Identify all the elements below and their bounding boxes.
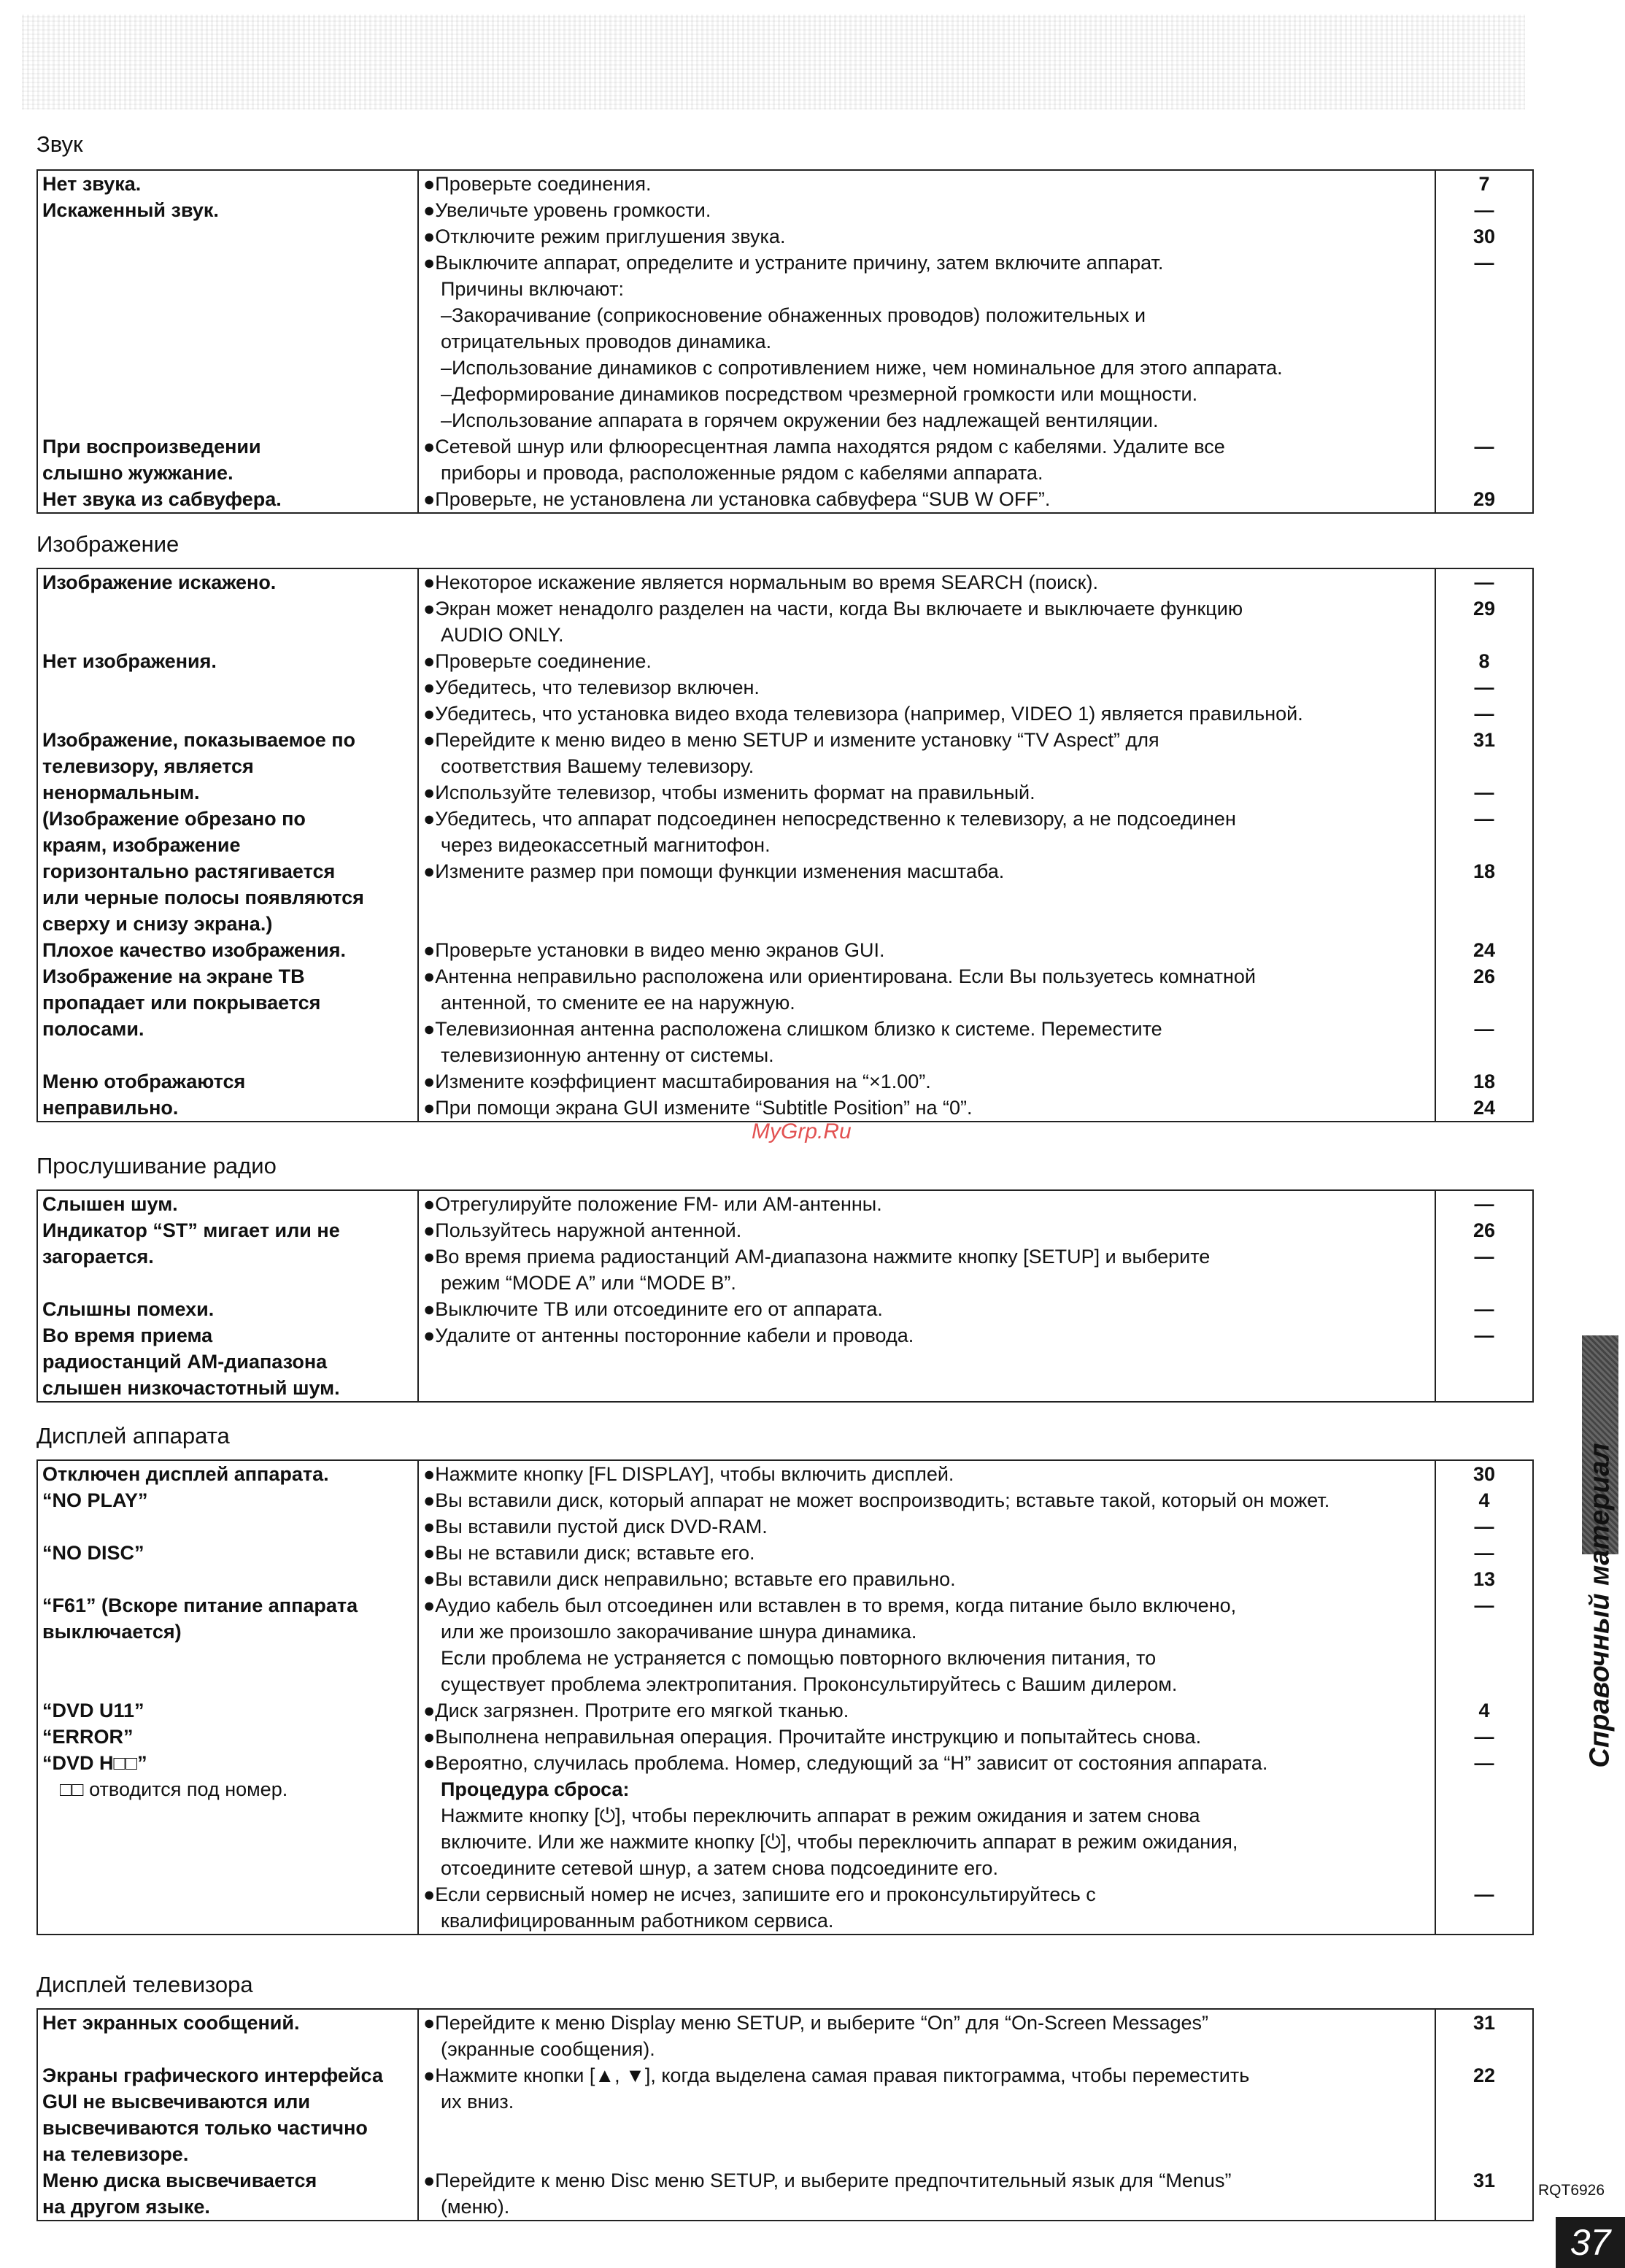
solution-text: ●Диск загрязнен. Протрите его мягкой тканью. (423, 1700, 849, 1721)
problem-text: горизонтально растягивается (42, 860, 336, 882)
solution-cell (418, 170, 1435, 433)
solution-text: ●Убедитесь, что аппарат подсоединен непосредственно к телевизору, а не подсоединен (423, 808, 1236, 830)
page-ref: 24 (1472, 1097, 1496, 1119)
problem-text: Слышны помехи. (42, 1298, 215, 1320)
table-row (37, 1592, 1533, 1697)
page-ref (1440, 1802, 1528, 1829)
page-ref-cell (1435, 963, 1533, 1068)
solution-text: ●Удалите от антенны посторонние кабели и провода. (423, 1324, 914, 1346)
solution-cell (418, 1322, 1435, 1402)
problem-text: Изображение, показываемое по (42, 729, 356, 751)
solution-text: ●Вы вставили диск неправильно; вставьте его правильно. (423, 1568, 956, 1590)
solution-text: ●Выключите аппарат, определите и устраните причину, затем включите аппарат. (423, 252, 1164, 274)
problem-text: Индикатор “ST” мигает или не (42, 1219, 340, 1241)
problem-text: Изображение искажено. (42, 571, 277, 593)
page-ref: — (1474, 782, 1494, 803)
problem-text: загорается. (42, 1246, 154, 1268)
problem-text: на телевизоре. (42, 2143, 189, 2165)
page-ref: 18 (1472, 860, 1496, 882)
problem-text: Отключен дисплей аппарата. (42, 1463, 329, 1485)
problem-cell (37, 1697, 418, 1724)
solution-text: Нажмите кнопку [⏻], чтобы переключить аппарат в режим ожидания и затем снова (441, 1805, 1200, 1827)
page-ref: 13 (1472, 1568, 1496, 1590)
solution-text: режим “MODE A” или “MODE B”. (441, 1272, 736, 1294)
solution-text: ●Выполнена неправильная операция. Прочитайте инструкцию и попытайтесь снова. (423, 1726, 1202, 1748)
table-row (37, 1487, 1533, 1540)
problem-text: на другом языке. (42, 2196, 210, 2218)
problem-text: Меню отображаются (42, 1071, 246, 1092)
solution-text: ●Измените размер при помощи функции изменения масштаба. (423, 860, 1005, 882)
solution-text: телевизионную антенну от системы. (441, 1044, 774, 1066)
page-ref: 29 (1472, 598, 1496, 620)
table-row (37, 1540, 1533, 1592)
problem-text: (Изображение обрезано по (42, 808, 306, 830)
page-ref-cell (1435, 1322, 1533, 1402)
page-ref (1440, 832, 1528, 858)
table-row (37, 1697, 1533, 1724)
table-row (37, 486, 1533, 513)
troubleshooting-table (36, 2008, 1534, 2221)
problem-cell (37, 2062, 418, 2167)
problem-text: Экраны графического интерфейса (42, 2064, 383, 2086)
solution-cell (418, 568, 1435, 648)
solution-cell (418, 937, 1435, 963)
table-row (37, 2009, 1533, 2062)
problem-text: высвечиваются только частично (42, 2117, 368, 2139)
solution-text: ●Используйте телевизор, чтобы изменить формат на правильный. (423, 782, 1035, 803)
page-ref-cell (1435, 1296, 1533, 1322)
solution-text: Если проблема не устраняется с помощью повторного включения питания, то (441, 1647, 1157, 1669)
problem-text: Нет звука из сабвуфера. (42, 488, 282, 510)
solution-text: ●При помощи экрана GUI измените “Subtitle Position” на “0”. (423, 1097, 973, 1119)
page-ref: 8 (1478, 650, 1490, 672)
solution-text: ●Перейдите к меню видео в меню SETUP и измените установку “TV Aspect” для (423, 729, 1159, 751)
solution-text: отрицательных проводов динамика. (441, 331, 772, 352)
solution-text: –Деформирование динамиков посредством чрезмерной громкости или мощности. (441, 383, 1198, 405)
solution-cell (418, 1697, 1435, 1724)
solution-cell (418, 1540, 1435, 1592)
page-ref: — (1474, 436, 1494, 458)
solution-text: или же произошло закорачивание шнура динамика. (441, 1621, 917, 1643)
problem-cell (37, 1750, 418, 1935)
problem-text: “NO DISC” (42, 1542, 144, 1564)
problem-text: При воспроизведении (42, 436, 261, 458)
section-title: Дисплей аппарата (36, 1423, 230, 1449)
problem-cell (37, 568, 418, 648)
table-row (37, 1460, 1533, 1487)
solution-cell (418, 1068, 1435, 1122)
solution-text: ●Увеличьте уровень громкости. (423, 199, 711, 221)
problem-cell (37, 963, 418, 1068)
solution-text: ●Выключите ТВ или отсоедините его от аппарата. (423, 1298, 883, 1320)
page-ref: 30 (1472, 1463, 1496, 1485)
problem-cell (37, 937, 418, 963)
problem-text: сверху и снизу экрана.) (42, 913, 273, 935)
problem-text: краям, изображение (42, 834, 241, 856)
solution-cell (418, 433, 1435, 486)
problem-cell (37, 1322, 418, 1402)
solution-cell (418, 1592, 1435, 1697)
page-ref: — (1474, 1542, 1494, 1564)
solution-cell (418, 2062, 1435, 2167)
solution-cell (418, 1460, 1435, 1487)
problem-text: слышно жужжание. (42, 462, 233, 484)
page-ref: — (1474, 199, 1494, 221)
page-ref: — (1474, 1018, 1494, 1040)
page-ref-cell (1435, 1460, 1533, 1487)
problem-cell (37, 1190, 418, 1296)
page-ref-cell (1435, 648, 1533, 727)
problem-text: полосами. (42, 1018, 144, 1040)
problem-text: □□ отводится под номер. (60, 1778, 288, 1800)
page-ref: 4 (1478, 1700, 1490, 1721)
solution-text: ●Если сервисный номер не исчез, запишите его и проконсультируйтесь с (423, 1883, 1096, 1905)
problem-cell (37, 1592, 418, 1697)
page-ref: 7 (1478, 173, 1490, 195)
page-ref: 26 (1472, 965, 1496, 987)
page-ref-cell (1435, 1592, 1533, 1697)
problem-cell (37, 1296, 418, 1322)
solution-cell (418, 1296, 1435, 1322)
solution-text: их вниз. (441, 2091, 514, 2113)
page-ref: — (1474, 808, 1494, 830)
solution-cell (418, 1724, 1435, 1750)
troubleshooting-table (36, 1189, 1534, 1403)
problem-cell (37, 727, 418, 937)
solution-text: существует проблема электропитания. Проконсультируйтесь с Вашим дилером. (441, 1673, 1178, 1695)
solution-text: ●Отрегулируйте положение FM- или AM-антенны. (423, 1193, 882, 1215)
page-ref: 4 (1478, 1489, 1490, 1511)
table-row (37, 1068, 1533, 1122)
section-title: Звук (36, 131, 83, 157)
page-number: 37 (1556, 2217, 1625, 2268)
problem-text: “NO PLAY” (42, 1489, 148, 1511)
problem-text: “DVD U11” (42, 1700, 144, 1721)
solution-text: через видеокассетный магнитофон. (441, 834, 771, 856)
side-label: Справочный материал (1584, 1443, 1616, 1768)
page-ref: — (1474, 676, 1494, 698)
solution-text: ●Перейдите к меню Display меню SETUP, и выберите “On” для “On-Screen Messages” (423, 2012, 1209, 2034)
solution-text: ●Вероятно, случилась проблема. Номер, следующий за “H” зависит от состояния аппарата. (423, 1752, 1268, 1774)
table-row (37, 937, 1533, 963)
solution-text: ●Проверьте соединения. (423, 173, 652, 195)
page-ref: 31 (1472, 2012, 1496, 2034)
problem-text: Нет экранных сообщений. (42, 2012, 300, 2034)
solution-text: соответствия Вашему телевизору. (441, 755, 754, 777)
solution-text: ●Измените коэффициент масштабирования на “×1.00”. (423, 1071, 931, 1092)
page-ref: — (1474, 252, 1494, 274)
problem-text: или черные полосы появляются (42, 887, 364, 909)
problem-cell (37, 1068, 418, 1122)
table-row (37, 727, 1533, 937)
problem-cell (37, 1487, 418, 1540)
solution-text: Процедура сброса: (441, 1778, 630, 1800)
page-ref-cell (1435, 1540, 1533, 1592)
solution-cell (418, 1190, 1435, 1296)
solution-text: ●Вы вставили диск, который аппарат не может воспроизводить; вставьте такой, который он может. (423, 1489, 1330, 1511)
problem-cell (37, 170, 418, 433)
section-title: Прослушивание радио (36, 1153, 277, 1179)
problem-text: Слышен шум. (42, 1193, 178, 1215)
page-ref-cell (1435, 1697, 1533, 1724)
page-ref-cell (1435, 1068, 1533, 1122)
solution-text: антенной, то смените ее на наружную. (441, 992, 795, 1014)
problem-text: Искаженный звук. (42, 199, 219, 221)
solution-cell (418, 648, 1435, 727)
problem-cell (37, 1724, 418, 1750)
solution-text: –Использование динамиков с сопротивлением ниже, чем номинальное для этого аппарата. (441, 357, 1283, 379)
solution-text: ●Во время приема радиостанций AM-диапазона нажмите кнопку [SETUP] и выберите (423, 1246, 1211, 1268)
solution-text: (экранные сообщения). (441, 2038, 655, 2060)
table-row (37, 648, 1533, 727)
solution-text: AUDIO ONLY. (441, 624, 564, 646)
page-ref: — (1474, 1246, 1494, 1268)
table-row (37, 568, 1533, 648)
problem-text: пропадает или покрывается (42, 992, 321, 1014)
page-ref: 22 (1472, 2064, 1496, 2086)
problem-text: ненормальным. (42, 782, 200, 803)
page-ref (1440, 1829, 1528, 1855)
problem-text: радиостанций AM-диапазона (42, 1351, 328, 1373)
page-ref: — (1474, 1594, 1494, 1616)
section-title: Изображение (36, 531, 180, 557)
page-ref: — (1474, 1324, 1494, 1346)
problem-cell (37, 433, 418, 486)
page-ref: 31 (1472, 729, 1496, 751)
solution-text: Причины включают: (441, 278, 624, 300)
solution-text: квалифицированным работником сервиса. (441, 1910, 834, 1932)
problem-cell (37, 2009, 418, 2062)
solution-text: включите. Или же нажмите кнопку [⏻], чтобы переключить аппарат в режим ожидания, (441, 1831, 1238, 1853)
solution-cell (418, 1750, 1435, 1935)
section-title: Дисплей телевизора (36, 1972, 253, 1997)
solution-text: отсоедините сетевой шнур, а затем снова подсоедините его. (441, 1857, 998, 1879)
solution-text: ●Телевизионная антенна расположена слишком близко к системе. Переместите (423, 1018, 1162, 1040)
problem-cell (37, 1460, 418, 1487)
page-ref: 30 (1472, 225, 1496, 247)
page-ref-cell (1435, 727, 1533, 937)
solution-text: ●Проверьте установки в видео меню экранов GUI. (423, 939, 885, 961)
watermark: MyGrp.Ru (752, 1119, 852, 1143)
table-row (37, 963, 1533, 1068)
page-ref: 31 (1472, 2169, 1496, 2191)
page-ref-cell (1435, 1190, 1533, 1296)
solution-text: ●Вы не вставили диск; вставьте его. (423, 1542, 755, 1564)
solution-text: ●Антенна неправильно расположена или ориентирована. Если Вы пользуетесь комнатной (423, 965, 1256, 987)
problem-cell (37, 486, 418, 513)
solution-text: ●Вы вставили пустой диск DVD-RAM. (423, 1516, 768, 1538)
solution-text: ●Экран может ненадолго разделен на части, когда Вы включаете и выключаете функцию (423, 598, 1243, 620)
header-scan-noise (22, 15, 1525, 109)
solution-cell (418, 486, 1435, 513)
table-row (37, 2062, 1533, 2167)
solution-cell (418, 2009, 1435, 2062)
solution-text: –Закорачивание (соприкосновение обнаженных проводов) положительных и (441, 304, 1146, 326)
page-ref (1440, 1776, 1528, 1802)
solution-text: ●Некоторое искажение является нормальным во время SEARCH (поиск). (423, 571, 1098, 593)
page-ref-cell (1435, 2062, 1533, 2167)
problem-cell (37, 1540, 418, 1592)
page-ref-cell (1435, 1750, 1533, 1935)
solution-text: ●Сетевой шнур или флюоресцентная лампа находятся рядом с кабелями. Удалите все (423, 436, 1225, 458)
solution-text: ●Проверьте соединение. (423, 650, 652, 672)
page-ref (1440, 753, 1528, 779)
solution-text: ●Аудио кабель был отсоединен или вставлен в то время, когда питание было включено, (423, 1594, 1237, 1616)
table-row (37, 1296, 1533, 1322)
problem-text: Изображение на экране ТВ (42, 965, 305, 987)
page-ref-cell (1435, 1487, 1533, 1540)
page-ref: 29 (1472, 488, 1496, 510)
table-row (37, 1750, 1533, 1935)
solution-text: ●Нажмите кнопку [FL DISPLAY], чтобы включить дисплей. (423, 1463, 954, 1485)
troubleshooting-table (36, 169, 1534, 514)
page-ref: 18 (1472, 1071, 1496, 1092)
table-row (37, 170, 1533, 433)
troubleshooting-table (36, 1459, 1534, 1935)
solution-text: (меню). (441, 2196, 510, 2218)
solution-text: ●Пользуйтесь наружной антенной. (423, 1219, 742, 1241)
doc-code: RQT6926 (1538, 2182, 1605, 2199)
table-row (37, 1724, 1533, 1750)
page-ref: — (1474, 1516, 1494, 1538)
page-ref: 24 (1472, 939, 1496, 961)
problem-text: GUI не высвечиваются или (42, 2091, 310, 2113)
solution-text: ●Отключите режим приглушения звука. (423, 225, 786, 247)
problem-text: “DVD H□□” (42, 1752, 147, 1774)
problem-text: телевизору, является (42, 755, 254, 777)
page-ref: — (1474, 571, 1494, 593)
page-ref: — (1474, 1752, 1494, 1774)
table-row (37, 1322, 1533, 1402)
solution-cell (418, 2167, 1435, 2221)
solution-text: ●Нажмите кнопки [▲, ▼], когда выделена самая правая пиктограмма, чтобы переместить (423, 2064, 1250, 2086)
page-ref: — (1474, 1726, 1494, 1748)
problem-cell (37, 648, 418, 727)
page-ref-cell (1435, 568, 1533, 648)
solution-text: ●Убедитесь, что установка видео входа телевизора (например, VIDEO 1) является правильной. (423, 703, 1303, 725)
problem-text: Нет звука. (42, 173, 142, 195)
problem-text: Плохое качество изображения. (42, 939, 347, 961)
page-ref: — (1474, 703, 1494, 725)
solution-cell (418, 963, 1435, 1068)
page-ref (1440, 990, 1528, 1016)
problem-text: неправильно. (42, 1097, 179, 1119)
problem-text: выключается) (42, 1621, 182, 1643)
page-ref: — (1474, 1298, 1494, 1320)
page-ref (1440, 1855, 1528, 1881)
problem-cell (37, 2167, 418, 2221)
page-ref-cell (1435, 486, 1533, 513)
page-ref-cell (1435, 937, 1533, 963)
solution-text: ●Перейдите к меню Disc меню SETUP, и выберите предпочтительный язык для “Menus” (423, 2169, 1232, 2191)
solution-text: ●Убедитесь, что телевизор включен. (423, 676, 760, 698)
page-ref: — (1474, 1193, 1494, 1215)
page-ref-cell (1435, 2009, 1533, 2062)
problem-text: Во время приема (42, 1324, 213, 1346)
page-ref: 26 (1472, 1219, 1496, 1241)
solution-text: –Использование аппарата в горячем окружении без надлежащей вентиляции. (441, 409, 1159, 431)
table-row (37, 433, 1533, 486)
problem-text: слышен низкочастотный шум. (42, 1377, 340, 1399)
solution-text: ●Проверьте, не установлена ли установка сабвуфера “SUB W OFF”. (423, 488, 1051, 510)
problem-text: Нет изображения. (42, 650, 217, 672)
problem-text: “ERROR” (42, 1726, 134, 1748)
page-ref-cell (1435, 170, 1533, 433)
table-row (37, 2167, 1533, 2221)
problem-text: “F61” (Вскоре питание аппарата (42, 1594, 358, 1616)
troubleshooting-table (36, 568, 1534, 1122)
table-row (37, 1190, 1533, 1296)
solution-cell (418, 1487, 1435, 1540)
page-ref-cell (1435, 1724, 1533, 1750)
solution-text: приборы и провода, расположенные рядом с кабелями аппарата. (441, 462, 1043, 484)
problem-text: Меню диска высвечивается (42, 2169, 317, 2191)
page-ref-cell (1435, 433, 1533, 486)
page-ref-cell (1435, 2167, 1533, 2221)
solution-cell (418, 727, 1435, 937)
page-ref: — (1474, 1883, 1494, 1905)
